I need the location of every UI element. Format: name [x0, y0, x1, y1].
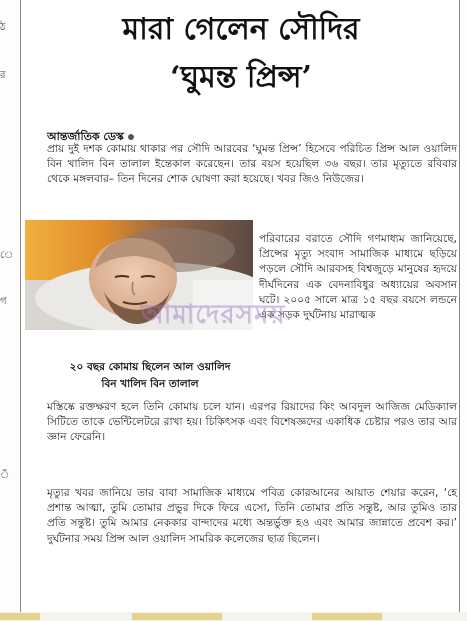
news-article	[20, 0, 460, 612]
dateline-text: আন্তর্জাতিক ডেস্ক	[47, 130, 124, 143]
paragraph-final: মৃত্যুর খবর জানিয়ে তার বাবা সামাজিক মাধ্যমে পবিত্র কোরআনের আয়াত শেয়ার করেন, ‘হে প্রশান্ত আত্মা, তুমি তোমার প্রভুর দিকে ফিরে এসো, তিনি তোমার প্রতি সন্তুষ্ট, আর তুমিও তার প্রতি সন্তুষ্ট। তুমি আমার নেককার বান্দাদের মধ্যে অন্তর্ভুক্ত হও এবং আমার জান্নাতে প্রবেশ কর।’ দুর্ঘটনার সময় প্রিন্স আল ওয়ালিদ সামরিক কলেজের ছাত্র ছিলেন।	[47, 487, 457, 545]
margin-fragment: ঠ	[0, 22, 6, 33]
caption-line-1: ২০ বছর কোমায় ছিলেন আল ওয়ালিদ	[69, 361, 231, 373]
caption-line-2: বিন খালিদ বিন তালাল	[101, 378, 199, 390]
headline-line-2: ‘ঘুমন্ত প্রিন্স’	[170, 60, 312, 95]
paragraph-continued: মস্তিষ্কে রক্তক্ষরণ হলে তিনি কোমায় চলে যান। এরপর রিয়াদের কিং আবদুল আজিজ মেডিক্যাল সিটিতে তাকে ভেন্টিলেটরে রাখা হয়। চিকিৎসক এবং বিশেষজ্ঞদের একাধিক চেষ্টার পরও তার আর জ্ঞান ফেরেনি।	[47, 401, 457, 444]
headline	[21, 8, 461, 100]
strip-accent	[312, 613, 382, 620]
paragraph-intro: প্রায় দুই দশক কোমায় থাকার পর সৌদি আরবের ‘ঘুমন্ত প্রিন্স’ হিসেবে পরিচিত প্রিন্স আল ওয়ালিদ বিন খালিদ বিন তালাল ইন্তেকাল করেছেন। তার বয়স হয়েছিল ৩৬ বছর। তার মৃত্যুতে রবিবার থেকে মঙ্গলবার– তিন দিনের শোক ঘোষণা করা হয়েছে। খবর জিও নিউজের।	[47, 143, 457, 186]
headline-line-1: মারা গেলেন সৌদির	[122, 12, 360, 47]
margin-fragment: র	[0, 70, 6, 81]
paragraph-right-column: পরিবারের বরাতে সৌদি গণমাধ্যম জানিয়েছে, প্রিন্সের মৃত্যু সংবাদ সামাজিক মাধ্যমে ছড়িয়ে পড়লে সৌদি আরবসহ বিশ্বজুড়ে মানুষের হৃদয়ে দীর্ঘদিনের এক বেদনাবিধুর অধ্যায়ের অবসান ঘটে। ২০০৫ সালে মাত্র ১৫ বছর বয়সে লন্ডনে এক সড়ক দুর্ঘটনায় মারাত্মক	[259, 233, 457, 322]
margin-fragment: ঁ	[0, 470, 10, 481]
bottom-edge-strip	[0, 612, 467, 621]
bullet-icon	[128, 134, 134, 140]
margin-fragment: ে	[0, 250, 14, 261]
adjacent-column-margin	[0, 0, 20, 621]
margin-fragment: গ	[0, 296, 7, 307]
photo-caption	[47, 359, 253, 393]
strip-accent	[132, 613, 222, 620]
strip-accent	[0, 613, 40, 620]
publisher-watermark: আমাদেরসময়	[141, 300, 286, 330]
